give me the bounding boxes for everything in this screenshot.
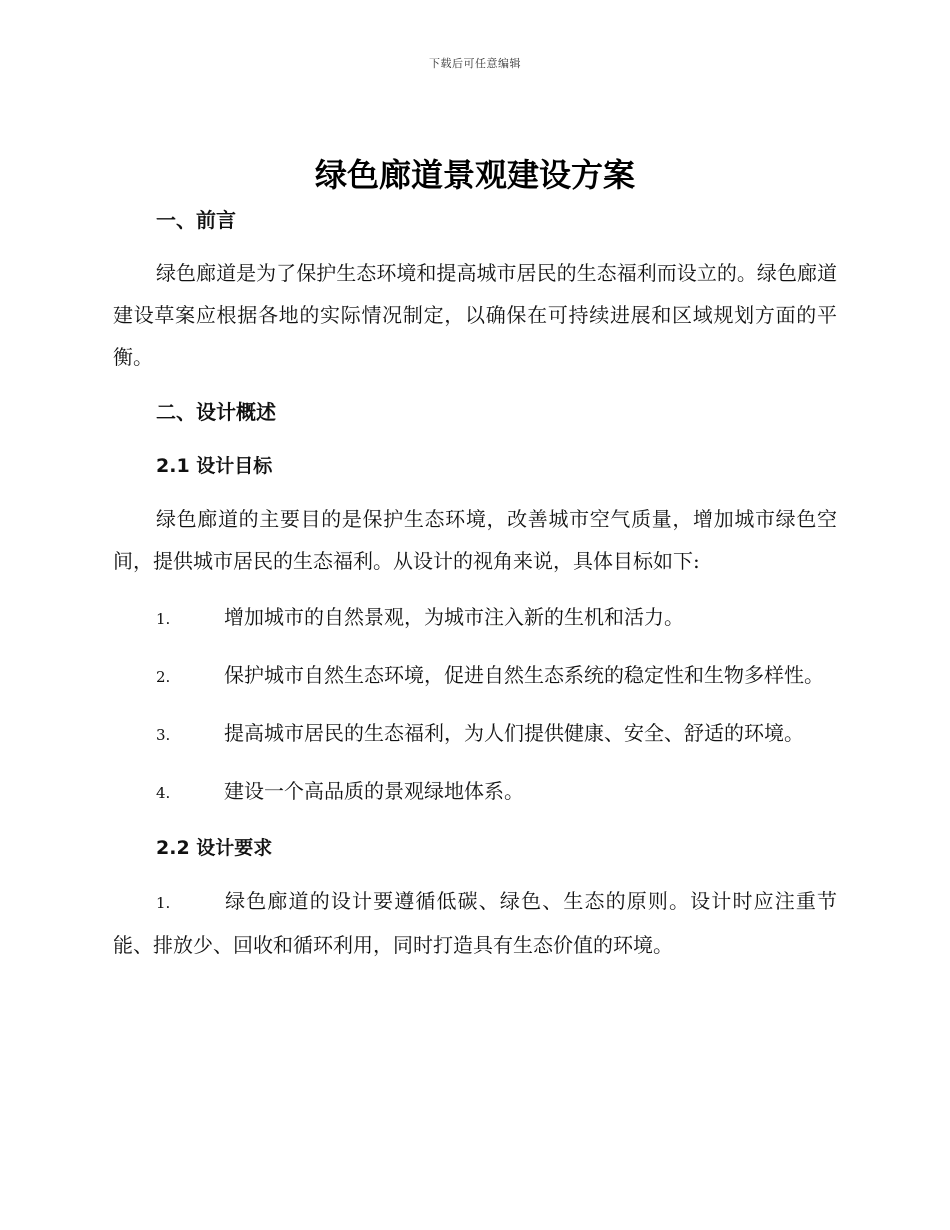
document-title: 绿色廊道景观建设方案 xyxy=(314,156,635,194)
section-heading-intro: 一、前言 xyxy=(156,208,236,232)
goals-paragraph: 绿色廊道的主要目的是保护生态环境，改善城市空气质量，增加城市绿色空间，提供城市居民的生态福利。从设计的视角来说，具体目标如下: xyxy=(113,507,837,573)
list-item xyxy=(113,654,837,698)
list-item-number: 1. xyxy=(156,610,171,628)
list-item-text: 建设一个高品质的景观绿地体系。 xyxy=(224,779,524,803)
subsection-heading-requirements: 2.2 设计要求 xyxy=(156,837,273,859)
list-item xyxy=(113,880,837,966)
document-body xyxy=(113,200,837,966)
list-item xyxy=(113,712,837,756)
list-item-text: 绿色廊道的设计要遵循低碳、绿色、生态的原则。设计时应注重节能、排放少、回收和循环利用，同时打造具有生态价值的环境。 xyxy=(113,889,837,957)
list-item-text: 提高城市居民的生态福利，为人们提供健康、安全、舒适的环境。 xyxy=(224,721,804,745)
list-item-number: 4. xyxy=(156,784,171,802)
list-item-number: 3. xyxy=(156,726,171,744)
intro-paragraph: 绿色廊道是为了保护生态环境和提高城市居民的生态福利而设立的。绿色廊道建设草案应根据各地的实际情况制定，以确保在可持续进展和区域规划方面的平衡。 xyxy=(113,261,837,369)
list-item xyxy=(113,770,837,814)
header-note: 下载后可任意编辑 xyxy=(429,57,521,70)
subsection-heading-goals: 2.1 设计目标 xyxy=(156,455,273,477)
list-item-text: 保护城市自然生态环境，促进自然生态系统的稳定性和生物多样性。 xyxy=(224,663,824,687)
list-item-number: 1. xyxy=(156,894,171,912)
list-item-number: 2. xyxy=(156,668,171,686)
section-heading-overview: 二、设计概述 xyxy=(156,400,276,424)
list-item-text: 增加城市的自然景观，为城市注入新的生机和活力。 xyxy=(224,605,684,629)
list-item xyxy=(113,596,837,640)
